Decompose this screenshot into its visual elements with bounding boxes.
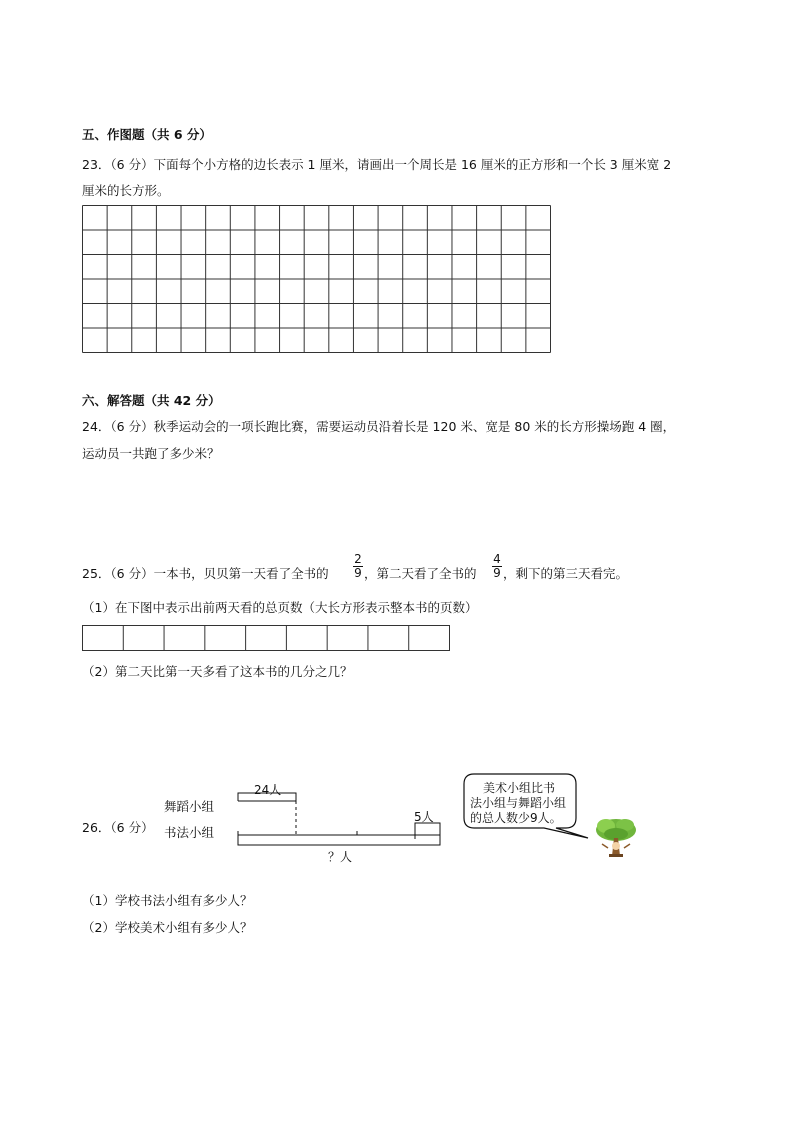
q26-extra-count: 5人 [414, 810, 434, 824]
q23-text-line2: 厘米的长方形。 [82, 183, 170, 198]
q26-bubble-line2: 法小组与舞蹈小组 [470, 796, 567, 810]
q25-fraction-1-denominator: 9 [354, 566, 362, 580]
q25-text-c: ，剩下的第三天看完。 [503, 566, 629, 581]
q25-fraction-2 [491, 553, 503, 580]
q25-text-b: ，第二天看了全书的 [364, 566, 477, 581]
q26-total-label: ？人 [328, 850, 353, 864]
q24-text-line2: 运动员一共跑了多少米？ [82, 446, 220, 461]
tree-character-icon [592, 816, 640, 862]
q25-fraction-2-denominator: 9 [493, 566, 501, 580]
q26-sub1: （1）学校书法小组有多少人？ [82, 893, 253, 908]
q26-dance-label: 舞蹈小组 [164, 799, 215, 814]
q23-text-line1: 23．（6 分）下面每个小方格的边长表示 1 厘米，请画出一个周长是 16 厘米的正方形和一个长 3 厘米宽 2 [82, 157, 672, 172]
q26-label: 26．（6 分） [82, 820, 154, 835]
q25-fraction-1 [352, 553, 364, 580]
q26-dance-count: 24人 [254, 783, 282, 797]
q25-fraction-1-numerator: 2 [354, 552, 362, 566]
q25-sub2: （2）第二天比第一天多看了这本书的几分之几？ [82, 664, 353, 679]
section5-heading: 五、作图题（共 6 分） [82, 127, 212, 142]
book-outline [83, 626, 450, 651]
q25-book-rectangle[interactable] [82, 625, 452, 652]
section6-heading: 六、解答题（共 42 分） [82, 393, 221, 408]
q25-fraction-2-numerator: 4 [493, 552, 501, 566]
q26-bubble-line3: 的总人数少9人。 [470, 811, 562, 825]
q24-text-line1: 24．（6 分）秋季运动会的一项长跑比赛，需要运动员沿着长是 120 米、宽是 80 米的长方形操场跑 4 圈， [82, 419, 676, 434]
q26-sub2: （2）学校美术小组有多少人？ [82, 920, 253, 935]
q23-drawing-grid[interactable] [82, 205, 552, 354]
q25-text-a: 25．（6 分）一本书，贝贝第一天看了全书的 [82, 566, 329, 581]
q25-sub1: （1）在下图中表示出前两天看的总页数（大长方形表示整本书的页数） [82, 600, 478, 615]
q26-bubble-line1: 美术小组比书 [483, 781, 556, 795]
q26-calligraphy-label: 书法小组 [164, 825, 215, 840]
